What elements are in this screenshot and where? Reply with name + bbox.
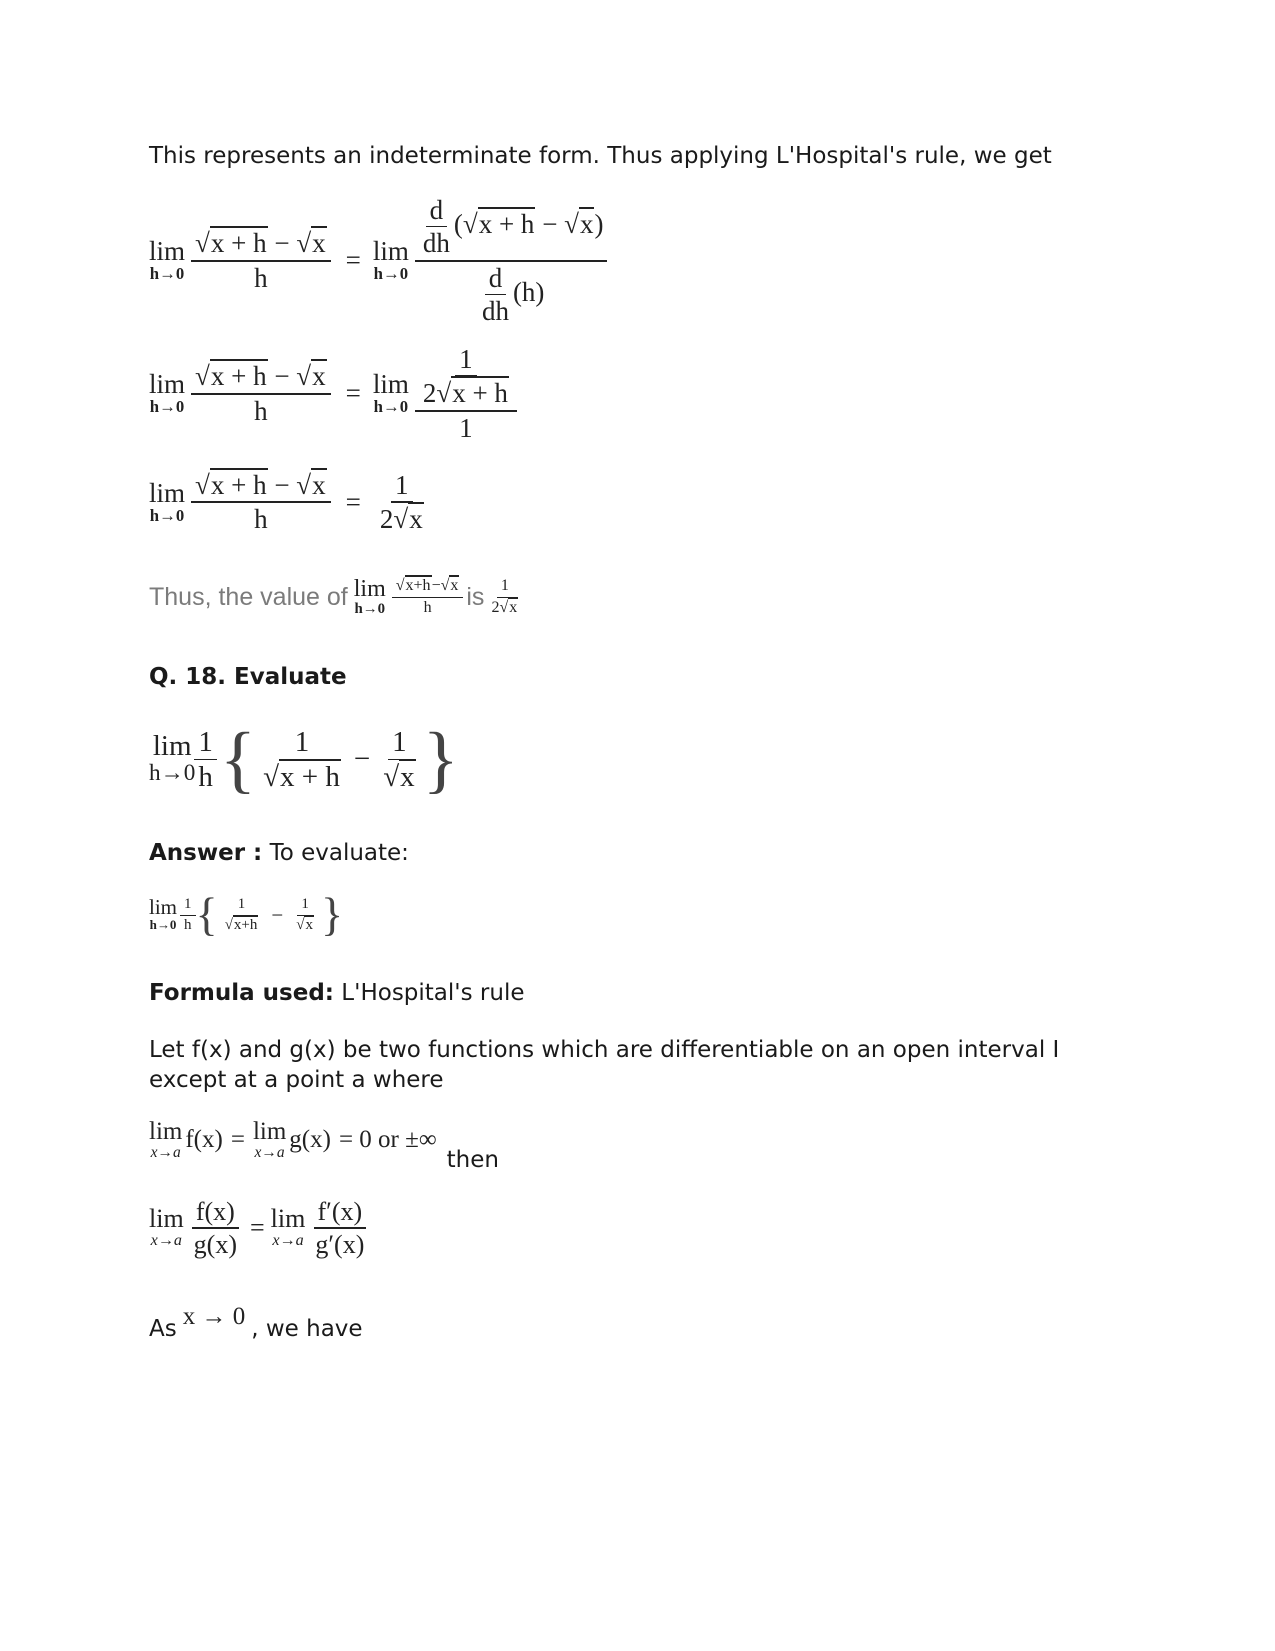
answer-line: Answer : To evaluate: [149,840,409,866]
intro-paragraph: This represents an indeterminate form. Thus applying L'Hospital's rule, we get [149,143,1052,169]
limit-operator: lim h→0 [149,368,186,416]
lhopital-rule-equation: lim x→a $\frac{f(x)}{g(x)}$ = lim x→a $\frac{f'(x)}{g'(x)}$ [149,1197,365,1260]
fraction: $\frac{√x + h - √x}{h}$ [191,229,331,292]
equation-lhopital-step-2: lim h→0 $\frac{√x + h - √x}{h}$ = lim h→0 $\frac{\frac{1}{2√x + h}}{1}$ [149,345,520,442]
condition-equation: lim x→a f(x) = lim x→a g(x) = 0 or ±∞ then [149,1118,499,1174]
derivative-fraction: $\frac{d}{dh}$ (√x + h − √x) $\frac{d}{dh}$ (h) [415,196,608,325]
equation-lhopital-result: lim h→0 $\frac{√x + h - √x}{h}$ = $\frac{1}{2√x}$ [149,470,423,535]
limit-operator: lim h→0 [372,235,409,283]
limit-operator: lim h→0 [149,235,186,283]
rule-paragraph: Let f(x) and g(x) be two functions which are differentiable on an open interval I except at a point a where [149,1037,1060,1093]
question-heading: Q. 18. Evaluate [149,664,347,690]
formula-used-line: Formula used: L'Hospital's rule [149,980,525,1006]
equation-lhopital-step-1: lim h→0 $\frac{√x + h - √x}{h}$ = lim h→0 $\frac{d}{dh}$ (√x + h − √x) $\frac{d}{dh}$ (h) [149,196,610,325]
last-line: As x → 0 , we have [149,1303,363,1342]
question-equation: lim h→0 $\frac{1}{h}$ { $\frac{1}{√x + h}$ − $\frac{1}{√x}$ } [149,718,459,801]
conclusion-line: Thus, the value of lim h→0 $\frac{√x+h-√x}{h}$ is $\frac{1}{2√x}$ [149,576,518,617]
answer-equation: lim h→0 $\frac{1}{h}$ { $\frac{1}{√x+h}$ − $\frac{1}{√x}$ } [149,889,344,940]
